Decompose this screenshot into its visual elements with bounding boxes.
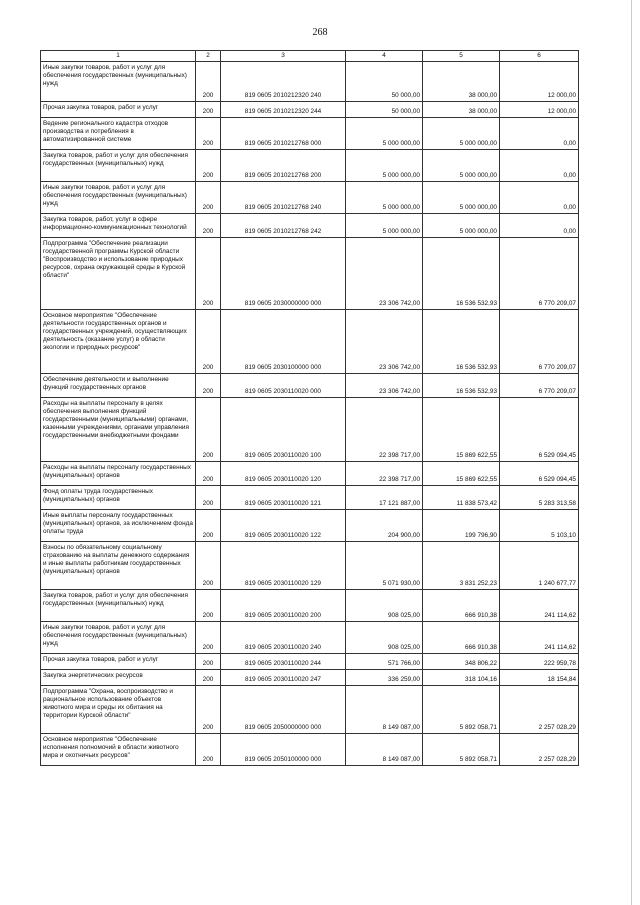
table-row	[41, 670, 579, 686]
row-value-col5: 5 892 058,71	[423, 686, 500, 734]
row-classification-cell: 819 0605 2050100000 000	[221, 734, 346, 766]
row-code-cell: 200	[196, 182, 221, 214]
row-value-col4: 17 121 887,00	[346, 486, 423, 510]
table-row	[41, 398, 579, 462]
table-row	[41, 150, 579, 182]
row-code-cell: 200	[196, 214, 221, 238]
row-value-col5: 3 831 252,23	[423, 542, 500, 590]
row-value-col5: 38 000,00	[423, 102, 500, 118]
row-classification-cell: 819 0605 2050000000 000	[221, 686, 346, 734]
row-value-col4: 22 398 717,00	[346, 398, 423, 462]
header-cell: 5	[423, 51, 500, 62]
row-name-cell: Прочая закупка товаров, работ и услуг	[41, 102, 196, 118]
row-value-col5: 199 796,90	[423, 510, 500, 542]
row-value-col4: 50 000,00	[346, 62, 423, 102]
row-code-cell: 200	[196, 622, 221, 654]
table-row	[41, 182, 579, 214]
table-row	[41, 102, 579, 118]
row-value-col5: 16 536 532,93	[423, 310, 500, 374]
row-code-cell: 200	[196, 238, 221, 310]
row-code-cell: 200	[196, 118, 221, 150]
row-classification-cell: 819 0605 2010212768 242	[221, 214, 346, 238]
row-classification-cell: 819 0605 2030100000 000	[221, 310, 346, 374]
row-value-col6: 6 770 209,07	[500, 374, 579, 398]
row-value-col6: 0,00	[500, 214, 579, 238]
page-number: 268	[312, 27, 328, 38]
row-code-cell: 200	[196, 510, 221, 542]
row-value-col6: 12 000,00	[500, 102, 579, 118]
table-row	[41, 686, 579, 734]
row-classification-cell: 819 0605 2030110020 129	[221, 542, 346, 590]
row-value-col5: 5 000 000,00	[423, 118, 500, 150]
row-value-col6: 6 529 094,45	[500, 462, 579, 486]
row-value-col6: 18 154,84	[500, 670, 579, 686]
table-row	[41, 118, 579, 150]
row-classification-cell: 819 0605 2030110020 247	[221, 670, 346, 686]
row-name-cell: Иные закупки товаров, работ и услуг для обеспечения государственных (муниципальных) нужд	[41, 622, 196, 654]
header-cell: 6	[500, 51, 579, 62]
row-code-cell: 200	[196, 102, 221, 118]
row-classification-cell: 819 0605 2030110020 100	[221, 398, 346, 462]
row-code-cell: 200	[196, 62, 221, 102]
row-code-cell: 200	[196, 486, 221, 510]
row-value-col4: 336 259,00	[346, 670, 423, 686]
row-code-cell: 200	[196, 734, 221, 766]
row-value-col6: 5 283 313,58	[500, 486, 579, 510]
row-value-col5: 666 910,38	[423, 590, 500, 622]
row-name-cell: Иные закупки товаров, работ и услуг для обеспечения государственных (муниципальных) нужд	[41, 62, 196, 102]
budget-table	[40, 50, 579, 766]
row-value-col5: 16 536 532,93	[423, 374, 500, 398]
row-name-cell: Подпрограмма "Обеспечение реализации государственной программы Курской области "Воспроизводство и использование природных ресурсов, охрана окружающей среды в Курской области"	[41, 238, 196, 310]
row-code-cell: 200	[196, 462, 221, 486]
row-value-col4: 23 306 742,00	[346, 238, 423, 310]
row-name-cell: Расходы на выплаты персоналу в целях обеспечения выполнения функций государственными (муниципальными) органами, казенными учреждениями, органами управления государственными внебюджетными фондами	[41, 398, 196, 462]
row-value-col6: 222 959,78	[500, 654, 579, 670]
row-value-col4: 23 306 742,00	[346, 374, 423, 398]
row-classification-cell: 819 0605 2030110020 122	[221, 510, 346, 542]
row-name-cell: Ведение регионального кадастра отходов производства и потребления в автоматизированной системе	[41, 118, 196, 150]
row-name-cell: Закупка товаров, работ, услуг в сфере информационно-коммуникационных технологий	[41, 214, 196, 238]
row-value-col5: 16 536 532,93	[423, 238, 500, 310]
row-name-cell: Основное мероприятие "Обеспечение исполнения полномочий в области животного мира и охотничьих ресурсов"	[41, 734, 196, 766]
header-cell: 1	[41, 51, 196, 62]
row-name-cell: Подпрограмма "Охрана, воспроизводство и рациональное использование объектов животного мира и среды их обитания на территории Курской области"	[41, 686, 196, 734]
row-value-col4: 5 000 000,00	[346, 150, 423, 182]
row-value-col6: 1 240 677,77	[500, 542, 579, 590]
row-name-cell: Закупка энергетических ресурсов	[41, 670, 196, 686]
row-name-cell: Фонд оплаты труда государственных (муниципальных) органов	[41, 486, 196, 510]
row-name-cell: Закупка товаров, работ и услуг для обеспечения государственных (муниципальных) нужд	[41, 590, 196, 622]
row-value-col6: 12 000,00	[500, 62, 579, 102]
table-row	[41, 62, 579, 102]
row-classification-cell: 819 0605 2030110020 121	[221, 486, 346, 510]
header-cell: 3	[221, 51, 346, 62]
row-classification-cell: 819 0605 2010212768 000	[221, 118, 346, 150]
row-value-col4: 908 025,00	[346, 622, 423, 654]
row-name-cell: Иные выплаты персоналу государственных (муниципальных) органов, за исключением фонда оплаты труда	[41, 510, 196, 542]
row-value-col5: 38 000,00	[423, 62, 500, 102]
row-value-col5: 5 000 000,00	[423, 214, 500, 238]
row-code-cell: 200	[196, 670, 221, 686]
row-value-col6: 5 103,10	[500, 510, 579, 542]
row-classification-cell: 819 0605 2030110020 240	[221, 622, 346, 654]
row-value-col6: 6 770 209,07	[500, 238, 579, 310]
header-cell: 4	[346, 51, 423, 62]
table-row	[41, 486, 579, 510]
table-row	[41, 654, 579, 670]
row-value-col5: 11 838 573,42	[423, 486, 500, 510]
row-value-col4: 204 900,00	[346, 510, 423, 542]
row-value-col6: 241 114,62	[500, 590, 579, 622]
row-code-cell: 200	[196, 398, 221, 462]
scan-edge-line	[631, 0, 632, 905]
row-value-col4: 23 306 742,00	[346, 310, 423, 374]
row-value-col6: 0,00	[500, 118, 579, 150]
row-value-col6: 6 770 209,07	[500, 310, 579, 374]
table-row	[41, 374, 579, 398]
row-value-col4: 5 071 930,00	[346, 542, 423, 590]
row-value-col5: 666 910,38	[423, 622, 500, 654]
row-value-col4: 22 398 717,00	[346, 462, 423, 486]
table-row	[41, 734, 579, 766]
row-classification-cell: 819 0605 2010212768 200	[221, 150, 346, 182]
row-value-col6: 0,00	[500, 182, 579, 214]
row-name-cell: Основное мероприятие "Обеспечение деятельности государственных органов и государственных учреждений, осуществляющих деятельность (оказание услуг) в области экологии и природных ресурсов"	[41, 310, 196, 374]
row-name-cell: Иные закупки товаров, работ и услуг для обеспечения государственных (муниципальных) нужд	[41, 182, 196, 214]
table-row	[41, 214, 579, 238]
row-value-col6: 0,00	[500, 150, 579, 182]
row-classification-cell: 819 0605 2030110020 000	[221, 374, 346, 398]
table-row	[41, 310, 579, 374]
row-value-col5: 15 869 622,55	[423, 462, 500, 486]
row-classification-cell: 819 0605 2030110020 120	[221, 462, 346, 486]
row-classification-cell: 819 0605 2030110020 200	[221, 590, 346, 622]
row-value-col4: 571 766,00	[346, 654, 423, 670]
row-value-col4: 8 149 087,00	[346, 686, 423, 734]
row-classification-cell: 819 0605 2030000000 000	[221, 238, 346, 310]
row-value-col5: 15 869 622,55	[423, 398, 500, 462]
row-value-col4: 5 000 000,00	[346, 214, 423, 238]
row-value-col4: 5 000 000,00	[346, 118, 423, 150]
table-row	[41, 462, 579, 486]
row-value-col4: 908 025,00	[346, 590, 423, 622]
table-row	[41, 238, 579, 310]
row-code-cell: 200	[196, 654, 221, 670]
row-value-col5: 348 806,22	[423, 654, 500, 670]
table-row	[41, 590, 579, 622]
table-row	[41, 510, 579, 542]
row-code-cell: 200	[196, 542, 221, 590]
row-value-col5: 5 000 000,00	[423, 150, 500, 182]
row-value-col6: 241 114,62	[500, 622, 579, 654]
row-value-col5: 5 892 058,71	[423, 734, 500, 766]
row-classification-cell: 819 0605 2010212320 244	[221, 102, 346, 118]
row-code-cell: 200	[196, 374, 221, 398]
row-value-col4: 5 000 000,00	[346, 182, 423, 214]
row-value-col4: 8 149 087,00	[346, 734, 423, 766]
row-classification-cell: 819 0605 2010212320 240	[221, 62, 346, 102]
row-code-cell: 200	[196, 686, 221, 734]
row-value-col6: 2 257 028,29	[500, 686, 579, 734]
row-code-cell: 200	[196, 150, 221, 182]
row-name-cell: Расходы на выплаты персоналу государственных (муниципальных) органов	[41, 462, 196, 486]
row-value-col6: 6 529 094,45	[500, 398, 579, 462]
row-value-col5: 318 104,16	[423, 670, 500, 686]
table-row	[41, 542, 579, 590]
row-name-cell: Обеспечение деятельности и выполнение функций государственных органов	[41, 374, 196, 398]
row-name-cell: Прочая закупка товаров, работ и услуг	[41, 654, 196, 670]
row-name-cell: Закупка товаров, работ и услуг для обеспечения государственных (муниципальных) нужд	[41, 150, 196, 182]
row-value-col4: 50 000,00	[346, 102, 423, 118]
row-value-col5: 5 000 000,00	[423, 182, 500, 214]
table-row	[41, 622, 579, 654]
row-code-cell: 200	[196, 590, 221, 622]
header-cell: 2	[196, 51, 221, 62]
row-code-cell: 200	[196, 310, 221, 374]
row-value-col6: 2 257 028,29	[500, 734, 579, 766]
row-name-cell: Взносы по обязательному социальному страхованию на выплаты денежного содержания и иные выплаты работникам государственных (муниципальных) органов	[41, 542, 196, 590]
row-classification-cell: 819 0605 2030110020 244	[221, 654, 346, 670]
row-classification-cell: 819 0605 2010212768 240	[221, 182, 346, 214]
table-header-row	[41, 51, 579, 62]
